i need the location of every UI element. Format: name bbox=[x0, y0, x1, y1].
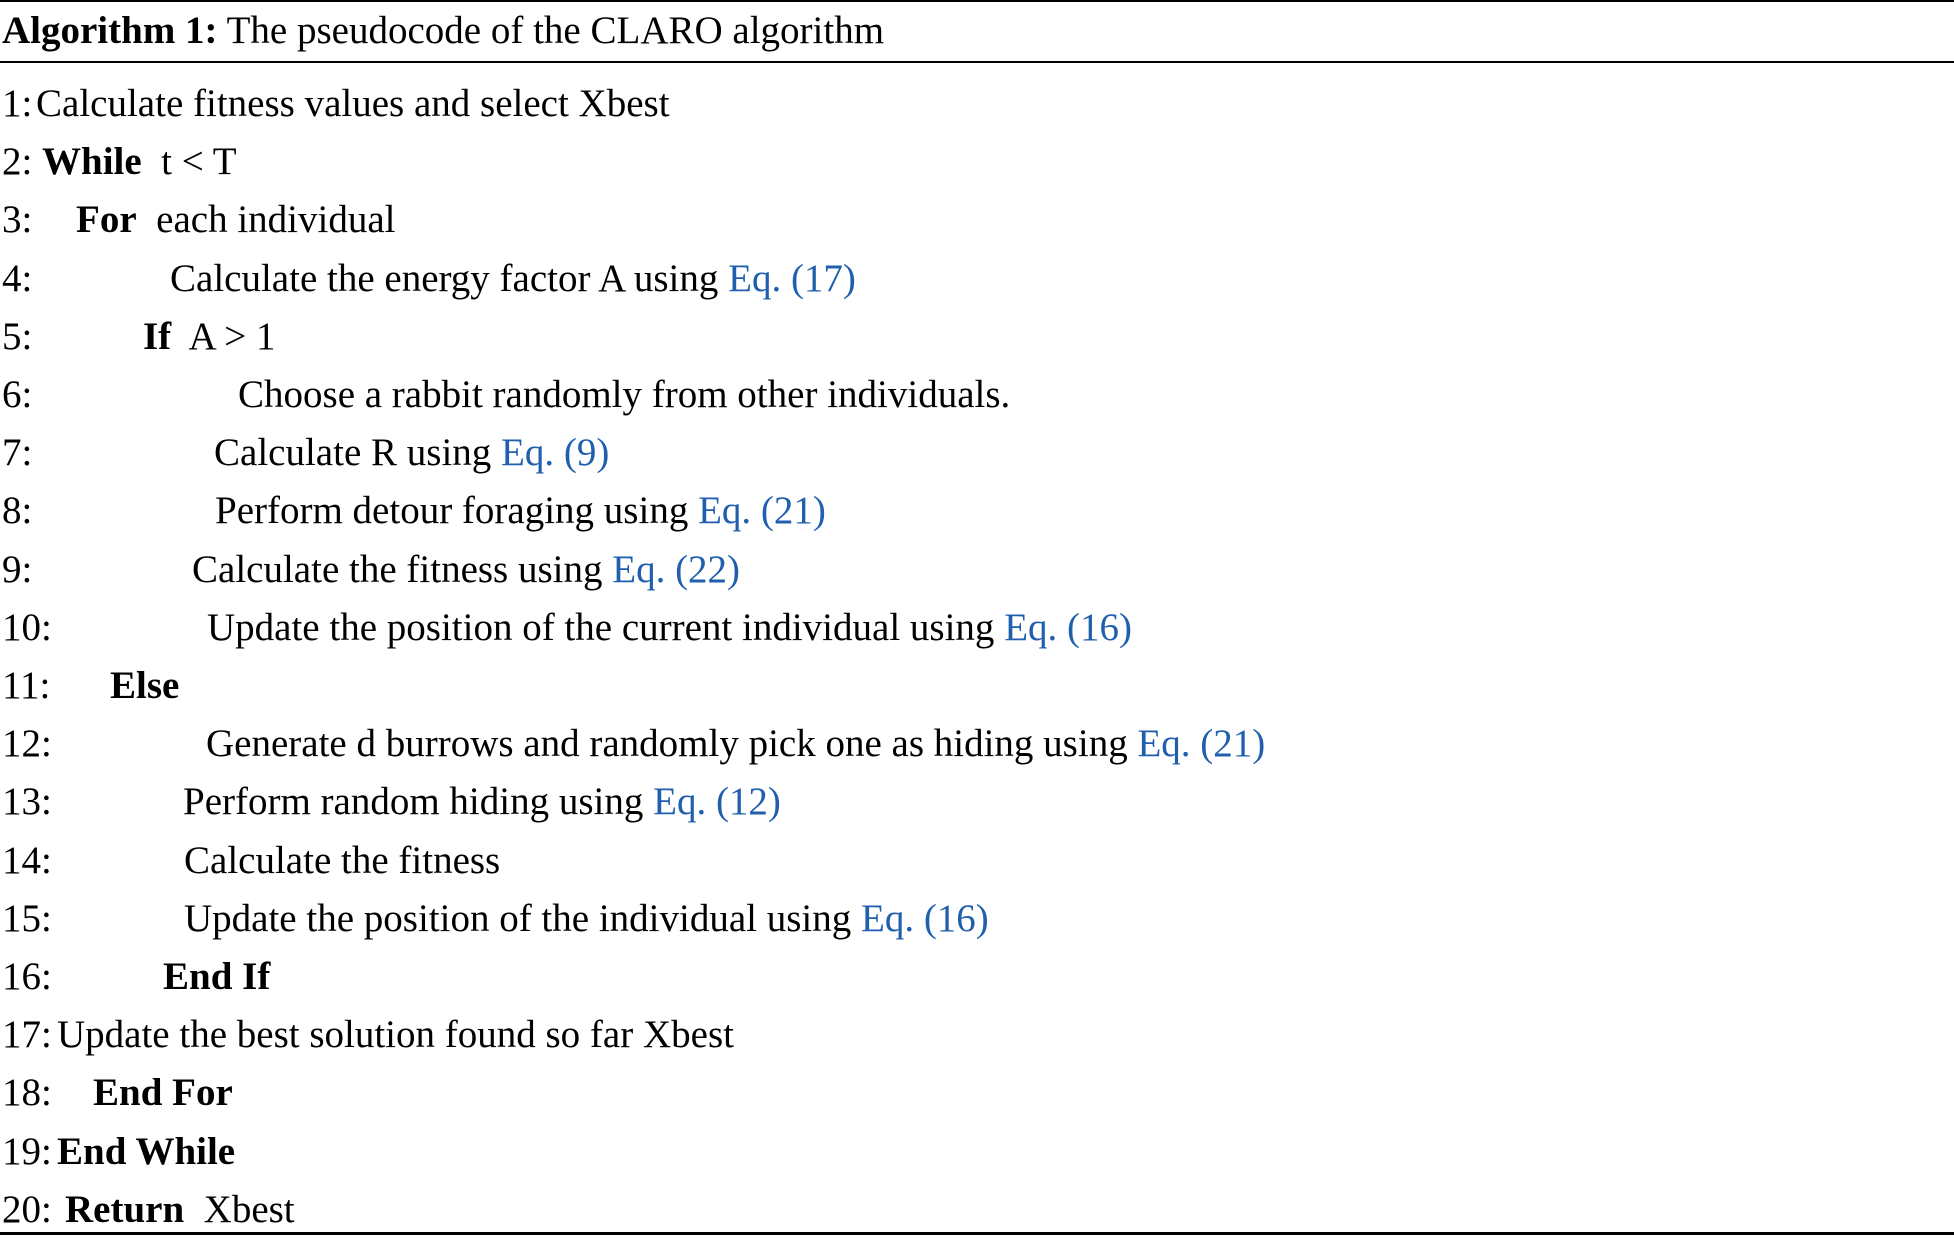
line-content bbox=[207, 599, 1132, 657]
code-text: Calculate the fitness using bbox=[192, 548, 613, 591]
code-text: t < T bbox=[141, 140, 237, 183]
code-text: Calculate R using bbox=[214, 431, 502, 474]
code-text: each individual bbox=[136, 198, 396, 241]
line-number: 5: bbox=[2, 315, 33, 358]
line-content bbox=[215, 482, 826, 540]
line-content bbox=[36, 75, 670, 133]
line-content bbox=[206, 715, 1265, 773]
line-number: 12: bbox=[2, 722, 52, 765]
algorithm-caption bbox=[2, 6, 884, 56]
line-content bbox=[57, 1006, 734, 1064]
keyword: For bbox=[76, 198, 137, 241]
line-number: 2: bbox=[2, 140, 33, 183]
line-content bbox=[76, 191, 395, 249]
code-text: Update the position of the current individual using bbox=[207, 606, 1005, 649]
code-text: A > 1 bbox=[171, 315, 276, 358]
keyword: End If bbox=[163, 955, 271, 998]
code-text: Xbest bbox=[184, 1188, 295, 1231]
line-content bbox=[192, 541, 740, 599]
equation-reference-link[interactable]: Eq. (21) bbox=[1137, 722, 1266, 765]
line-number: 1: bbox=[2, 82, 33, 125]
code-text: Calculate the energy factor A using bbox=[170, 257, 729, 300]
equation-reference-link[interactable]: Eq. (21) bbox=[698, 489, 826, 532]
line-number: 15: bbox=[2, 897, 52, 940]
line-content bbox=[110, 657, 179, 715]
keyword: While bbox=[42, 140, 142, 183]
code-text: Perform random hiding using bbox=[183, 780, 654, 823]
code-text: Perform detour foraging using bbox=[215, 489, 699, 532]
line-number: 19: bbox=[2, 1130, 52, 1173]
line-number: 13: bbox=[2, 780, 52, 823]
caption-rule bbox=[0, 61, 1954, 63]
line-content bbox=[65, 1181, 295, 1239]
line-number: 14: bbox=[2, 839, 52, 882]
line-number: 9: bbox=[2, 548, 33, 591]
equation-reference-link[interactable]: Eq. (22) bbox=[612, 548, 741, 591]
line-content bbox=[184, 890, 989, 948]
line-content bbox=[238, 366, 1010, 424]
line-number: 18: bbox=[2, 1071, 52, 1114]
keyword: End While bbox=[57, 1130, 236, 1173]
equation-reference-link[interactable]: Eq. (9) bbox=[501, 431, 610, 474]
keyword: End For bbox=[93, 1071, 233, 1114]
equation-reference-link[interactable]: Eq. (16) bbox=[861, 897, 989, 940]
line-content bbox=[57, 1123, 235, 1181]
line-number: 6: bbox=[2, 373, 33, 416]
line-content bbox=[184, 832, 500, 890]
line-number: 8: bbox=[2, 489, 33, 532]
line-content bbox=[143, 308, 276, 366]
line-content bbox=[170, 250, 856, 308]
line-number: 20: bbox=[2, 1188, 52, 1231]
line-content bbox=[93, 1064, 233, 1122]
line-number: 3: bbox=[2, 198, 33, 241]
keyword: Else bbox=[110, 664, 180, 707]
equation-reference-link[interactable]: Eq. (12) bbox=[653, 780, 781, 823]
line-number: 11: bbox=[2, 664, 51, 707]
keyword: If bbox=[143, 315, 172, 358]
top-rule bbox=[0, 0, 1954, 2]
code-text: Update the position of the individual using bbox=[184, 897, 861, 940]
caption-text: The pseudocode of the CLARO algorithm bbox=[226, 9, 885, 52]
line-content bbox=[163, 948, 270, 1006]
line-number: 16: bbox=[2, 955, 52, 998]
keyword: Return bbox=[65, 1188, 185, 1231]
line-number: 17: bbox=[2, 1013, 52, 1056]
equation-reference-link[interactable]: Eq. (16) bbox=[1004, 606, 1132, 649]
caption-label: Algorithm 1: bbox=[2, 9, 218, 52]
code-text: Generate d burrows and randomly pick one as hiding using bbox=[206, 722, 1138, 765]
line-content bbox=[42, 133, 237, 191]
code-text: Calculate fitness values and select Xbest bbox=[36, 82, 670, 125]
equation-reference-link[interactable]: Eq. (17) bbox=[728, 257, 856, 300]
bottom-rule bbox=[0, 1232, 1954, 1235]
line-content bbox=[214, 424, 609, 482]
code-text: Calculate the fitness bbox=[184, 839, 501, 882]
line-content bbox=[183, 773, 781, 831]
line-number: 7: bbox=[2, 431, 33, 474]
line-number: 10: bbox=[2, 606, 52, 649]
code-text: Update the best solution found so far Xbest bbox=[57, 1013, 734, 1056]
code-text: Choose a rabbit randomly from other individuals. bbox=[238, 373, 1011, 416]
line-number: 4: bbox=[2, 257, 33, 300]
